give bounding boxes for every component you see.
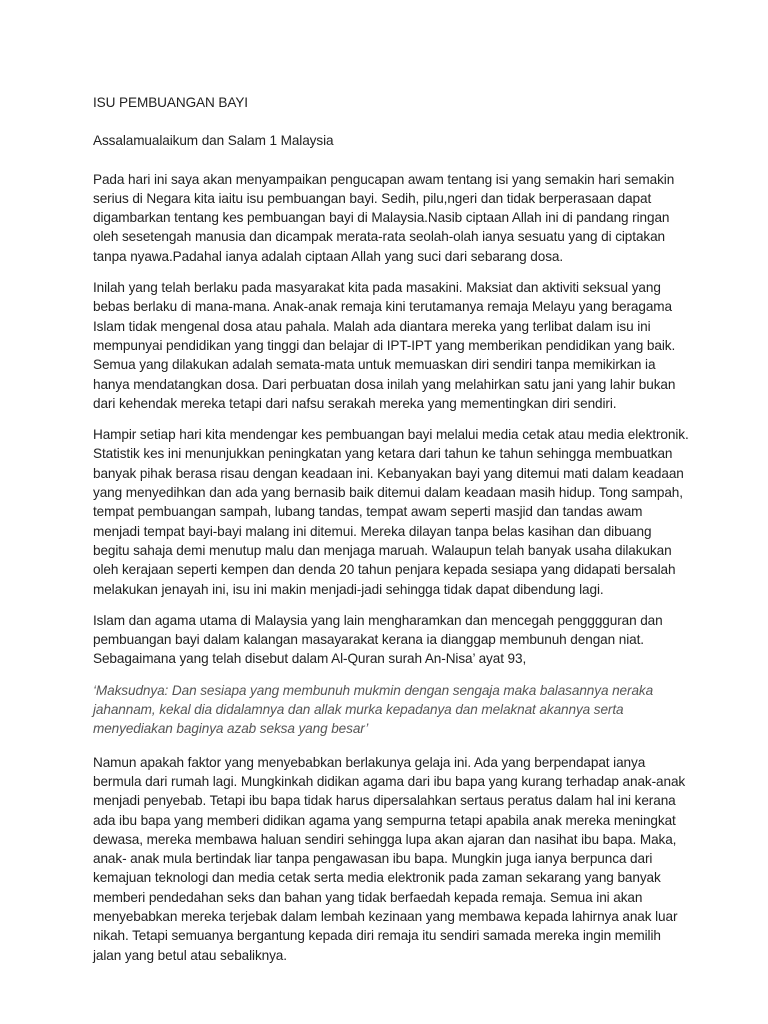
text-line: hanya mendatangkan dosa. Dari perbuatan dosa inilah yang melahirkan satu jani yang lahir bukan: [93, 376, 676, 392]
greeting-line: Assalamualaikum dan Salam 1 Malaysia: [93, 133, 334, 149]
text-line: dari kehendak mereka tetapi dari nafsu serakah mereka yang mementingkan diri sendiri.: [93, 395, 617, 411]
text-line: Islam tidak mengenal dosa atau pahala. Malah ada diantara mereka yang terlibat dalam isu ini: [93, 318, 651, 334]
text-line: Semua yang dilakukan adalah semata-mata untuk memuaskan diri sendiri tanpa memikirkan ia: [93, 357, 656, 373]
text-line: Namun apakah faktor yang menyebabkan berlakunya gelaja ini. Ada yang berpendapat ianya: [93, 754, 646, 770]
quote-line: jahannam, kekal dia didalamnya dan allak murka kepadanya dan melaknat akannya serta: [93, 702, 624, 718]
quote-line: ‘Maksudnya: Dan sesiapa yang membunuh mukmin dengan sengaja maka balasannya neraka: [93, 682, 654, 698]
text-line: yang menyedihkan dan ada yang bernasib baik ditemui dalam keadaan masih hidup. Tong sampah,: [93, 485, 683, 501]
text-line: Statistik kes ini menunjukkan peningkatan yang ketara dari tahun ke tahun sehingga membuatkan: [93, 446, 673, 462]
text-line: pembuangan bayi dalam kalangan masayarakat kerana ia dianggap membunuh dengan niat.: [93, 632, 644, 648]
paragraph-4: [93, 611, 693, 669]
text-line: banyak pihak berasa risau dengan keadaan ini. Kebanyakan bayi yang ditemui mati dalam keadaan: [93, 465, 684, 481]
text-line: mempunyai pendidikan yang tinggi dan belajar di IPT-IPT yang memberikan pendidikan yang baik.: [93, 337, 676, 353]
paragraph-1: [93, 170, 693, 266]
text-line: oleh kerajaan seperti kempen dan denda 20 tahun penjara kepada sesiapa yang didapati bersalah: [93, 562, 676, 578]
quran-quote: [93, 681, 693, 739]
text-line: begitu sahaja demi menutup malu dan menjaga maruah. Walaupun telah banyak usaha dilakukan: [93, 542, 672, 558]
text-line: dewasa, mereka membawa haluan sendiri sehingga lupa akan ajaran dan nasihat ibu bapa. Maka,: [93, 831, 677, 847]
text-line: tanpa nyawa.Padahal ianya adalah ciptaan Allah yang suci dari sebarang dosa.: [93, 248, 564, 264]
paragraph-5: [93, 753, 693, 965]
text-line: tempat pembuangan sampah, lubang tandas, tempat awam seperti masjid dan tandas awam: [93, 504, 643, 520]
text-line: memberi pendedahan seks dan bahan yang tidak berfaedah kepada remaja. Semua ini akan: [93, 889, 643, 905]
text-line: menjadi penyebab. Tetapi ibu bapa tidak harus dipersalahkan sertaus peratus dalam hal ini kerana: [93, 793, 676, 809]
text-line: Hampir setiap hari kita mendengar kes pembuangan bayi melalui media cetak atau media elektronik.: [93, 427, 689, 443]
text-line: kemajuan teknologi dan media cetak serta media elektronik pada zaman sekarang yang banyak: [93, 870, 661, 886]
document-page: [93, 93, 693, 977]
text-line: jalan yang betul atau sebaliknya.: [93, 947, 287, 963]
quote-line: menyediakan baginya azab seksa yang besar’: [93, 721, 369, 737]
text-line: anak- anak mula bertindak liar tanpa pengawasan ibu bapa. Mungkin juga ianya berpunca dari: [93, 851, 653, 867]
text-line: digambarkan tentang kes pembuangan bayi di Malaysia.Nasib ciptaan Allah ini di pandang ringan: [93, 210, 670, 226]
text-line: melakukan jenayah ini, isu ini makin menjadi-jadi sehingga tidak dapat dibendung lagi.: [93, 581, 604, 597]
text-line: Sebagaimana yang telah disebut dalam Al-Quran surah An-Nisa’ ayat 93,: [93, 651, 527, 667]
text-line: bermula dari rumah lagi. Mungkinkah didikan agama dari ibu bapa yang kurang terhadap anak-anak: [93, 773, 686, 789]
text-line: oleh sesetengah manusia dan dicampak merata-rata seolah-olah ianya sesuatu yang di ciptakan: [93, 229, 666, 245]
document-title: ISU PEMBUANGAN BAYI: [93, 95, 248, 110]
text-line: menjadi tempat bayi-bayi malang ini ditemui. Mereka dilayan tanpa belas kasihan dan dibuang: [93, 523, 652, 539]
text-line: menyebabkan mereka terjebak dalam lembah kezinaan yang membawa kepada lahirnya anak luar: [93, 908, 678, 924]
paragraph-3: [93, 425, 693, 599]
text-line: nikah. Tetapi semuanya bergantung kepada diri remaja itu sendiri samada mereka ingin memilih: [93, 928, 661, 944]
text-line: Inilah yang telah berlaku pada masyarakat kita pada masakini. Maksiat dan aktiviti seksual yang: [93, 280, 661, 296]
text-line: bebas berlaku di mana-mana. Anak-anak remaja kini terutamanya remaja Melayu yang beragama: [93, 299, 672, 315]
text-line: serius di Negara kita iaitu isu pembuangan bayi. Sedih, pilu,ngeri dan tidak berperasaan dapat: [93, 190, 652, 206]
paragraph-2: [93, 278, 693, 413]
text-line: Pada hari ini saya akan menyampaikan pengucapan awam tentang isi yang semakin hari semakin: [93, 171, 675, 187]
text-line: Islam dan agama utama di Malaysia yang lain mengharamkan dan mencegah pengggguran dan: [93, 612, 663, 628]
text-line: ada ibu bapa yang memberi didikan agama yang sempurna tetapi apabila anak mereka meningkat: [93, 812, 676, 828]
